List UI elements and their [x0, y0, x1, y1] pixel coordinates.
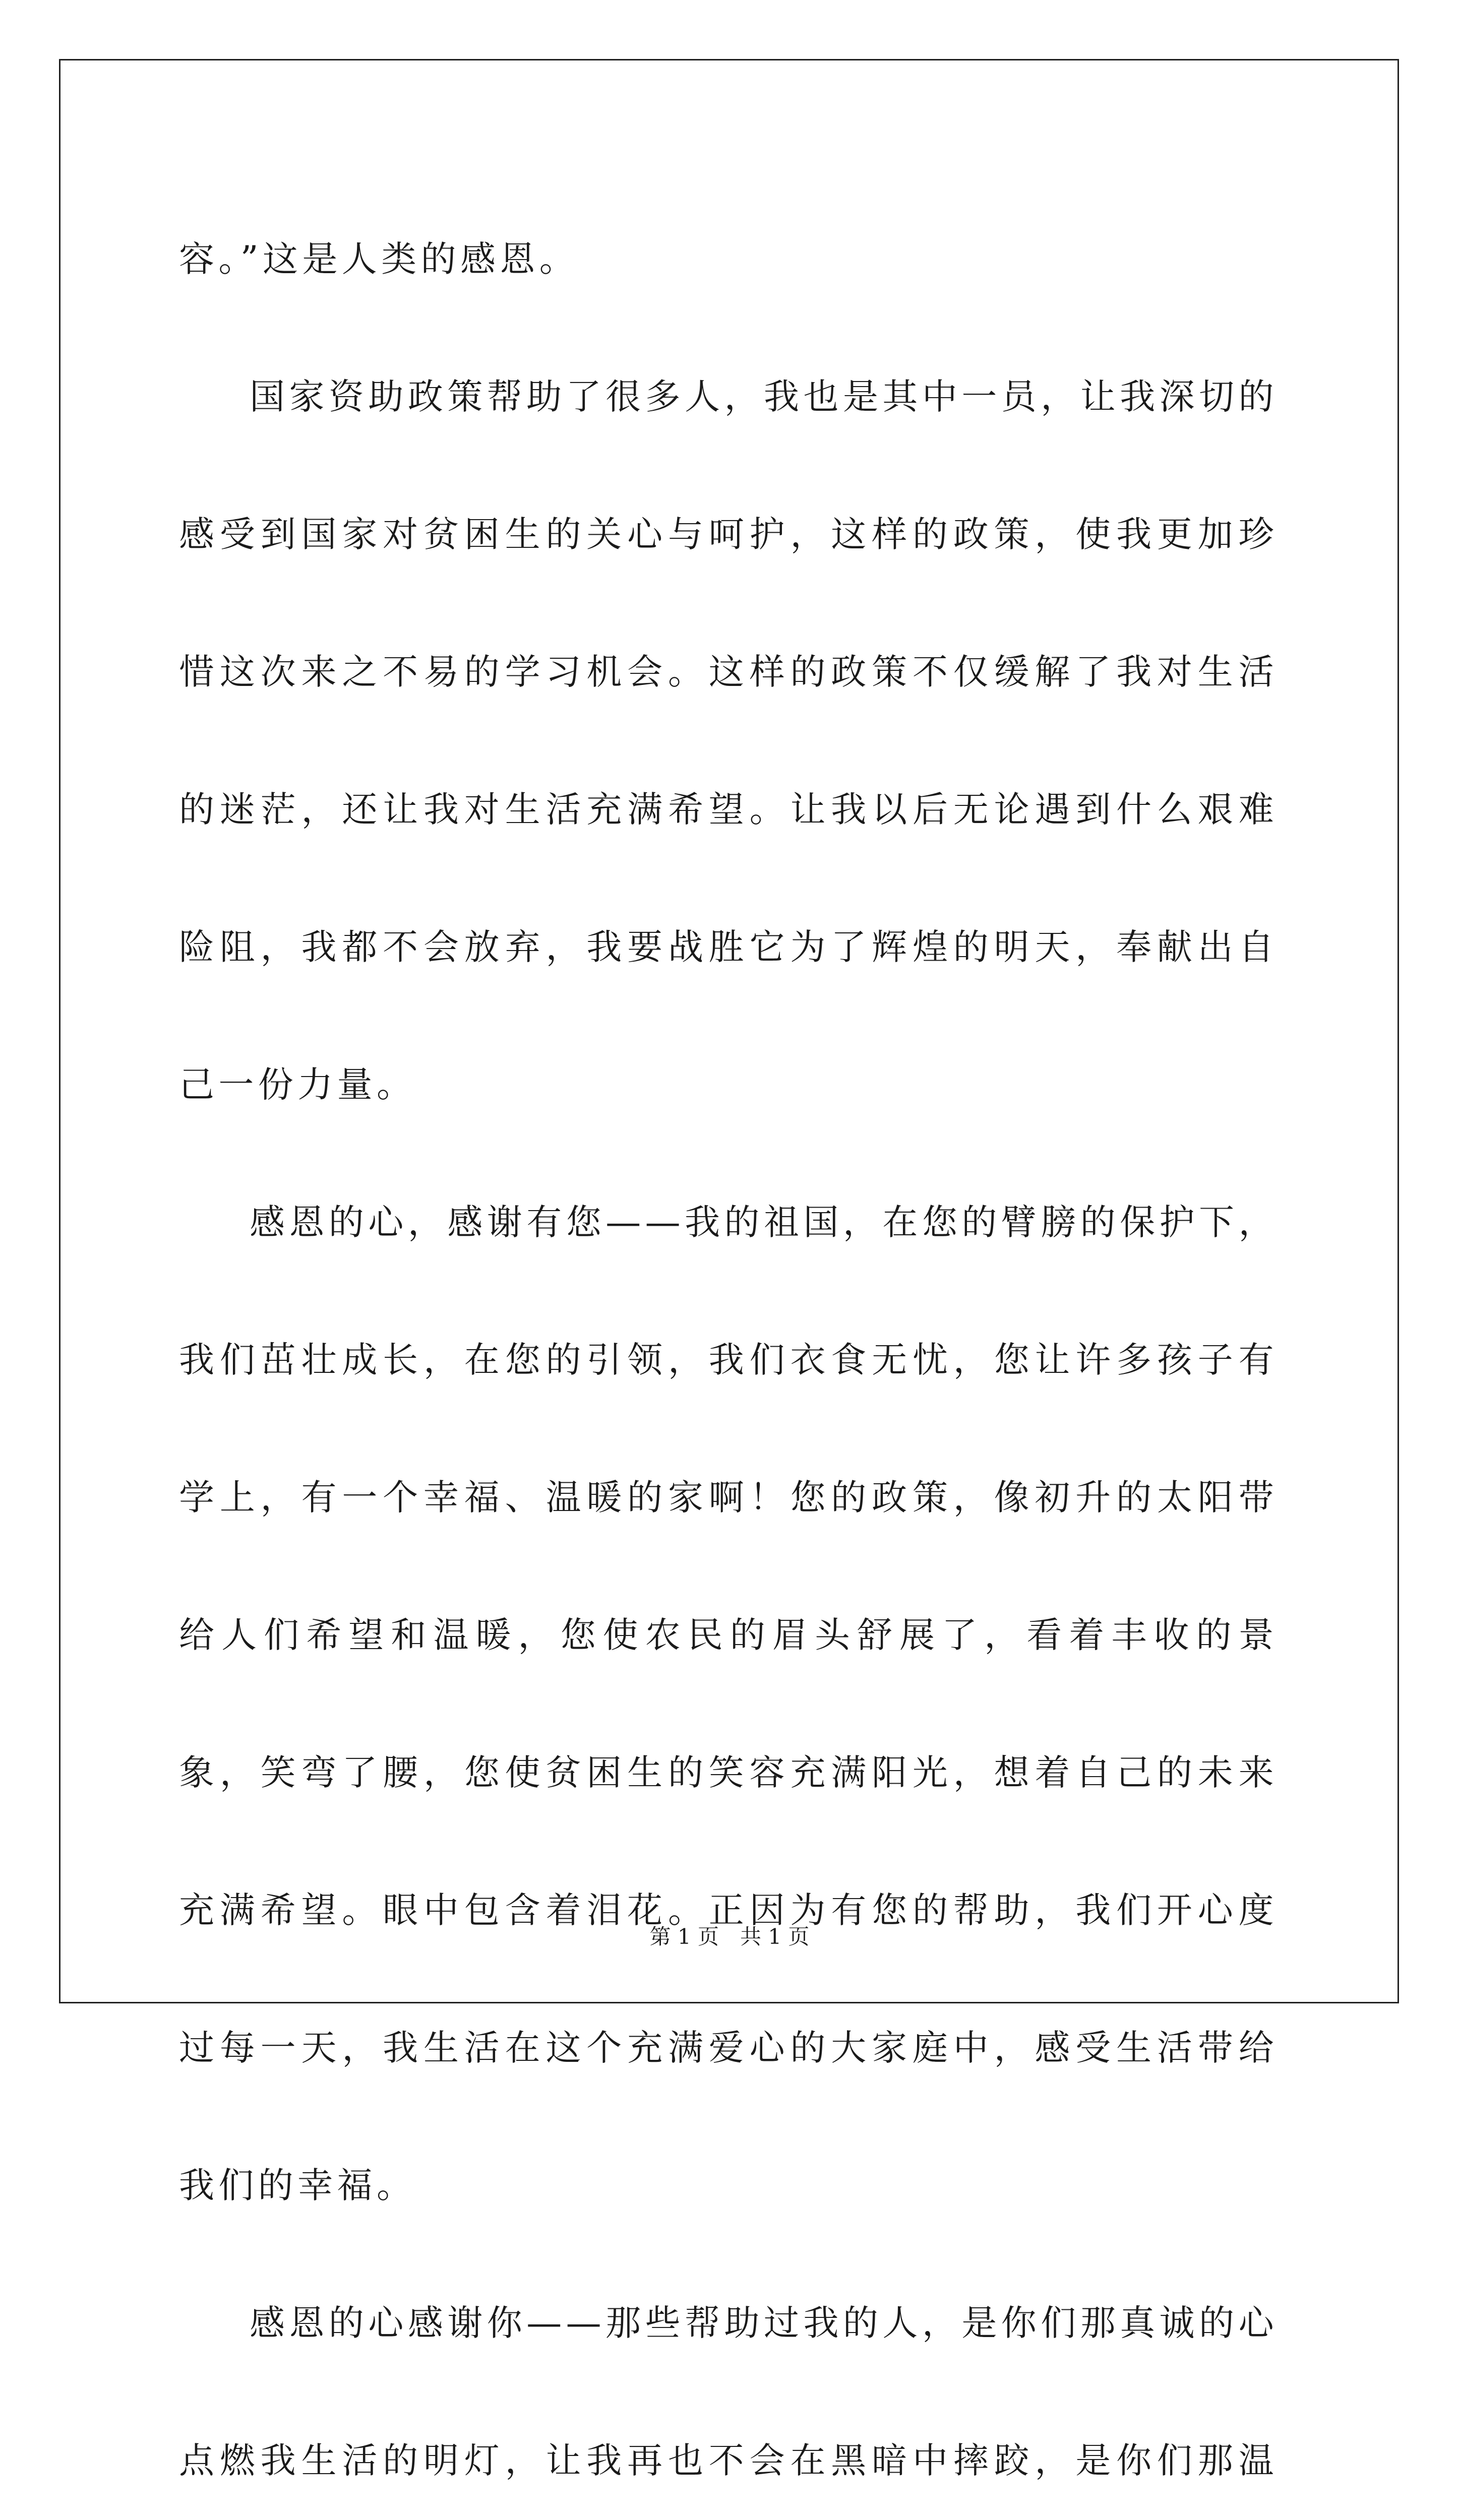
paragraph-4: 感恩的心感谢你——那些帮助过我的人，是你们那真诚的心点燃我生活的明灯，让我再也不会在黑暗中摔跤，是你们那温 [179, 2302, 1278, 2481]
paragraph-2: 国家资助政策帮助了很多人，我也是其中一员，让我深切的感受到国家对贫困生的关心与呵护，这样的政策，使我更加珍惜这次来之不易的学习机会。这样的政策不仅缓解了我对生活的迷茫，还让我对生活充满希望。让我以后无论遇到什么艰难险阻，我都不会放弃，我要战胜它为了辉煌的明天，奉献出自己一份力量。 [179, 376, 1278, 1105]
paragraph-3: 感恩的心，感谢有您——我的祖国，在您的臂膀的保护下，我们茁壮成长，在您的引领，我们衣食无忧，您让许多孩子有学上，有一个幸福、温暖的家啊！您的政策，像初升的太阳带给人们希望和温暖，您使农民的眉头舒展了，看着丰收的景象，笑弯了腰，您使贫困生的笑容充满阳光，想着自己的未来充满希望。眼中包含着泪花。正因为有您的帮助，我们开心度过每一天，我生活在这个充满爱心的大家庭中，感受生活带给我们的幸福。 [179, 1202, 1278, 2206]
page-number-footer: 第 1 页 共 1 页 [649, 1924, 810, 1949]
document-body [179, 191, 1278, 2520]
paragraph-1: 容。”这是人类的感恩。 [179, 238, 579, 280]
